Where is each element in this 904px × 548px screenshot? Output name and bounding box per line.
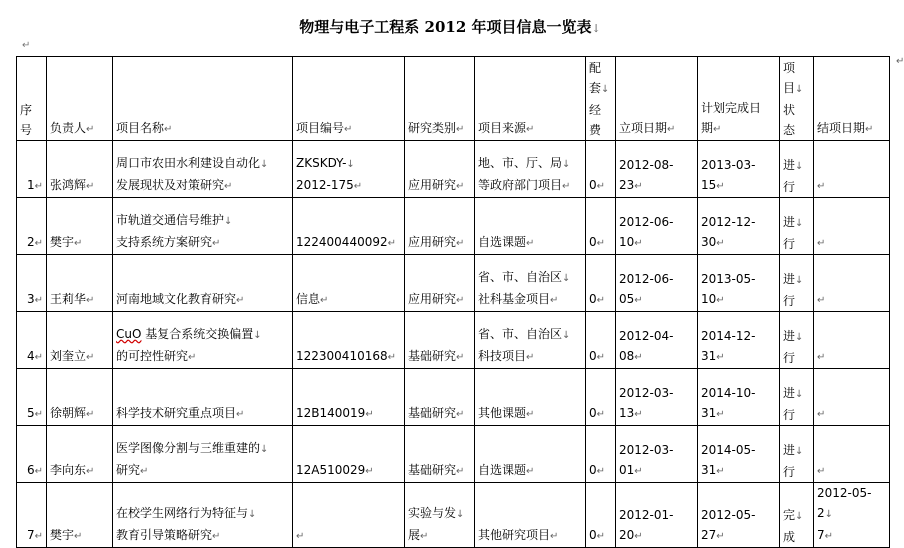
cell-name [113,312,293,369]
end-line: 2012-05-2 [817,486,872,520]
source-line: 社科基金项目 [478,292,551,306]
cell-start [616,369,698,426]
leader-value: 樊宇 [50,235,75,249]
category-line: 展 [408,528,421,542]
paragraph-mark-icon: ↵ [596,409,606,420]
paragraph-mark-icon: ↵ [74,531,83,542]
plan-value: 2014-10-31 [701,386,756,420]
status-line: 进 [783,443,796,457]
paragraph-mark-icon: ↵ [456,466,465,477]
leader-value: 刘奎立 [50,349,87,363]
source-line: 等政府部门项目 [478,178,563,192]
cell-code [293,255,405,312]
paragraph-mark-icon: ↵ [817,409,826,420]
paragraph-mark-icon: ↵ [34,181,43,192]
table-row [17,255,890,312]
seq-value: 4 [26,349,35,363]
source-line: 省、市、自治区 [478,270,563,284]
paragraph-mark-icon: ↵ [86,409,95,420]
paragraph-mark-icon: ↵ [456,238,465,249]
cell-seq [17,198,47,255]
header-start: 立项日期↵ [616,57,698,141]
status-line: 进 [783,158,796,172]
cell-end [814,198,890,255]
code-line: ZKSKDY- [296,156,347,170]
paragraph-mark-icon: ↵ [634,531,643,542]
table-header-row [17,57,890,141]
cell-plan [698,426,780,483]
paragraph-mark-icon: ↵ [716,181,725,192]
cell-category [405,198,475,255]
paragraph-mark-icon: ↵ [716,295,725,306]
status-line: 成 [783,530,796,544]
code-line: 12B140019 [296,406,366,420]
name-line: 河南地域文化教育研究 [116,292,237,306]
paragraph-mark-icon: ↵ [596,295,606,306]
paragraph-mark-icon: ↓ [562,330,571,341]
source-line: 其他研究项目 [478,528,551,542]
paragraph-mark-icon: ↓ [562,159,571,170]
cell-category [405,312,475,369]
paragraph-mark-icon: ↵ [526,409,535,420]
header-source: 项目来源↵ [475,57,586,141]
cell-source [475,426,586,483]
header-category: 研究类别↵ [405,57,475,141]
paragraph-mark-icon: ↵ [22,40,31,51]
cell-end [814,141,890,198]
leader-value: 徐朝辉 [50,406,87,420]
cell-end [814,369,890,426]
category-line: 基础研究 [408,406,457,420]
paragraph-mark-icon: ↓ [562,273,571,284]
seq-value: 2 [26,235,35,249]
cell-plan [698,198,780,255]
paragraph-mark-icon: ↵ [34,238,43,249]
cell-leader [47,141,113,198]
funding-value: 0 [589,292,597,306]
plan-value: 2014-12-31 [701,329,756,363]
cell-seq [17,312,47,369]
paragraph-mark-icon: ↓ [795,161,804,172]
cell-source [475,483,586,548]
cell-source [475,369,586,426]
start-value: 2012-01-20 [619,508,674,542]
paragraph-mark-icon: ↵ [34,409,43,420]
cell-funding [586,141,616,198]
paragraph-mark-icon: ↵ [526,352,535,363]
paragraph-mark-icon: ↵ [817,466,826,477]
source-line: 地、市、厅、局 [478,156,563,170]
paragraph-mark-icon: ↵ [562,181,571,192]
paragraph-mark-icon: ↵ [716,352,725,363]
cell-leader [47,198,113,255]
paragraph-mark-icon: ↵ [716,531,725,542]
leader-value: 樊宇 [50,528,75,542]
paragraph-mark-icon: ↓ [795,332,804,343]
cell-code [293,369,405,426]
start-value: 2012-06-05 [619,272,674,306]
code-line: 122400440092 [296,235,388,249]
cell-seq [17,255,47,312]
page-title [0,16,900,37]
paragraph-mark-icon: ↵ [817,238,826,249]
header-status: 项 目↓ 状 态 [780,57,814,141]
paragraph-mark-icon: ↵ [817,352,826,363]
cell-name [113,369,293,426]
name-line: 医学图像分割与三维重建的 [116,441,261,455]
cell-code [293,198,405,255]
title-text: 物理与电子工程系 2012 年项目信息一览表 [299,18,592,36]
code-line: 2012-175 [296,178,354,192]
header-plan: 计划完成日 期↵ [698,57,780,141]
name-line: 在校学生网络行为特征与 [116,506,249,520]
cell-end [814,426,890,483]
status-line: 行 [783,180,796,194]
paragraph-mark-icon: ↵ [236,295,245,306]
source-line: 自选课题 [478,463,527,477]
cell-end [814,483,890,548]
cell-leader [47,312,113,369]
cell-code [293,426,405,483]
cell-name [113,198,293,255]
name-line: 研究 [116,463,141,477]
start-value: 2012-03-13 [619,386,674,420]
source-line: 省、市、自治区 [478,327,563,341]
plan-value: 2013-03-15 [701,158,756,192]
table-row [17,312,890,369]
cell-seq [17,369,47,426]
status-line: 行 [783,351,796,365]
code-line: 信息 [296,292,321,306]
paragraph-mark-icon: ↵ [86,466,95,477]
cell-status [780,483,814,548]
name-line: CuO 基复合系统交换偏置 [116,327,254,341]
paragraph-mark-icon: ↵ [596,238,606,249]
cell-name [113,141,293,198]
paragraph-mark-icon: ↵ [550,295,559,306]
paragraph-mark-icon: ↓ [224,216,233,227]
paragraph-mark-icon: ↵ [188,352,197,363]
name-line: 市轨道交通信号维护 [116,213,225,227]
paragraph-mark-icon: ↵ [212,531,221,542]
cell-seq [17,141,47,198]
paragraph-mark-icon: ↵ [596,352,606,363]
paragraph-mark-icon: ↓ [795,275,804,286]
source-line: 自选课题 [478,235,527,249]
cell-code [293,141,405,198]
paragraph-mark-icon: ↵ [456,352,465,363]
paragraph-mark-icon: ↵ [236,409,245,420]
paragraph-mark-icon: ↵ [817,181,826,192]
funding-value: 0 [589,406,597,420]
name-line: 教育引导策略研究 [116,528,213,542]
cell-category [405,369,475,426]
paragraph-mark-icon: ↵ [634,181,643,192]
paragraph-mark-icon: ↵ [716,409,725,420]
paragraph-mark-icon: ↵ [824,531,834,542]
paragraph-mark-icon: ↵ [634,238,643,249]
paragraph-mark-icon: ↓ [795,389,804,400]
leader-value: 张鸿辉 [50,178,87,192]
cell-start [616,255,698,312]
status-line: 进 [783,329,796,343]
header-leader: 负责人↵ [47,57,113,141]
start-value: 2012-06-10 [619,215,674,249]
source-line: 科技项目 [478,349,527,363]
cell-status [780,369,814,426]
paragraph-mark-icon: ↓ [260,159,269,170]
plan-value: 2013-05-10 [701,272,756,306]
cell-funding [586,312,616,369]
category-line: 基础研究 [408,463,457,477]
paragraph-mark-icon: ↵ [365,409,374,420]
cell-status [780,426,814,483]
category-line: 应用研究 [408,235,457,249]
paragraph-mark-icon: ↵ [86,352,95,363]
funding-value: 0 [589,463,597,477]
paragraph-mark-icon: ↵ [387,238,397,249]
paragraph-mark-icon: ↵ [86,295,95,306]
header-name: 项目名称↵ [113,57,293,141]
project-table [16,56,890,548]
table-row [17,369,890,426]
category-line: 应用研究 [408,178,457,192]
status-line: 进 [783,272,796,286]
paragraph-mark-icon: ↓ [346,159,355,170]
paragraph-mark-icon: ↓ [824,509,834,520]
paragraph-mark-icon: ↵ [596,466,606,477]
cell-end [814,255,890,312]
status-line: 行 [783,294,796,308]
paragraph-mark-icon: ↵ [456,409,465,420]
paragraph-mark-icon: ↵ [456,295,465,306]
paragraph-mark-icon: ↵ [716,466,725,477]
cell-funding [586,483,616,548]
paragraph-mark-icon: ↵ [596,181,606,192]
category-line: 基础研究 [408,349,457,363]
name-line: 支持系统方案研究 [116,235,213,249]
seq-value: 1 [26,178,35,192]
name-line: 科学技术研究重点项目 [116,406,237,420]
cell-category [405,255,475,312]
cell-seq [17,426,47,483]
cell-source [475,198,586,255]
status-line: 行 [783,408,796,422]
status-line: 行 [783,237,796,251]
start-value: 2012-04-08 [619,329,674,363]
status-line: 进 [783,215,796,229]
paragraph-mark-icon: ↵ [550,531,559,542]
cell-plan [698,483,780,548]
source-line: 其他课题 [478,406,527,420]
end-line: 7 [817,528,825,542]
paragraph-mark-icon: ↓ [795,446,804,457]
cell-name [113,255,293,312]
leader-value: 李向东 [50,463,87,477]
cell-status [780,255,814,312]
cell-source [475,255,586,312]
plan-value: 2012-12-30 [701,215,756,249]
cell-funding [586,426,616,483]
paragraph-mark-icon: ↵ [634,295,643,306]
plan-value: 2012-05-27 [701,508,756,542]
leader-value: 王莉华 [50,292,87,306]
cell-leader [47,483,113,548]
name-line: 的可控性研究 [116,349,189,363]
header-code: 项目编号↵ [293,57,405,141]
cell-name [113,426,293,483]
cell-seq [17,483,47,548]
funding-value: 0 [589,349,597,363]
paragraph-mark-icon: ↵ [596,531,606,542]
paragraph-mark-icon: ↵ [212,238,221,249]
cell-funding [586,255,616,312]
code-line: 122300410168 [296,349,388,363]
paragraph-mark-icon: ↵ [387,352,397,363]
paragraph-mark-icon: ↵ [86,181,95,192]
plan-value: 2014-05-31 [701,443,756,477]
paragraph-mark-icon: ↵ [716,238,725,249]
paragraph-mark-icon: ↓ [248,509,257,520]
cell-start [616,312,698,369]
paragraph-mark-icon: ↓ [253,330,262,341]
status-line: 完 [783,508,796,522]
cell-leader [47,426,113,483]
end-of-row-mark-icon: ↵ [896,56,904,67]
cell-code [293,312,405,369]
seq-value: 7 [26,528,35,542]
status-line: 行 [783,465,796,479]
cell-funding [586,198,616,255]
paragraph-mark-icon: ↵ [526,466,535,477]
cell-code [293,483,405,548]
paragraph-mark-icon: ↵ [353,181,363,192]
table-row [17,483,890,548]
cell-plan [698,141,780,198]
paragraph-mark-icon: ↵ [224,181,233,192]
cell-start [616,198,698,255]
seq-value: 6 [26,463,35,477]
cell-name [113,483,293,548]
paragraph-mark-icon: ↵ [456,181,465,192]
code-line: 12A510029 [296,463,366,477]
name-line: 发展现状及对策研究 [116,178,225,192]
seq-value: 3 [26,292,35,306]
paragraph-mark-icon: ↵ [140,466,149,477]
paragraph-mark-icon: ↓ [591,22,601,35]
table-row [17,141,890,198]
cell-source [475,141,586,198]
category-line: 应用研究 [408,292,457,306]
paragraph-mark-icon: ↵ [34,352,43,363]
table-row [17,198,890,255]
cell-plan [698,255,780,312]
start-value: 2012-03-01 [619,443,674,477]
paragraph-mark-icon: ↵ [365,466,374,477]
paragraph-mark-icon: ↵ [634,409,643,420]
category-line: 实验与发 [408,506,457,520]
paragraph-mark-icon: ↵ [296,531,305,542]
paragraph-mark-icon: ↓ [795,511,804,522]
funding-value: 0 [589,235,597,249]
paragraph-mark-icon: ↵ [526,238,535,249]
paragraph-mark-icon: ↵ [34,295,43,306]
paragraph-mark-icon: ↵ [420,531,429,542]
cell-leader [47,255,113,312]
start-value: 2012-08-23 [619,158,674,192]
cell-funding [586,369,616,426]
funding-value: 0 [589,528,597,542]
cell-category [405,141,475,198]
header-seq: 序 号 [17,57,47,141]
header-funding: 配 套↓ 经 费 [586,57,616,141]
table-row [17,426,890,483]
cell-start [616,483,698,548]
paragraph-mark-icon: ↵ [817,295,826,306]
paragraph-mark-icon: ↓ [795,218,804,229]
paragraph-mark-icon: ↓ [456,509,465,520]
cell-plan [698,312,780,369]
paragraph-mark-icon: ↓ [260,444,269,455]
paragraph-mark-icon: ↵ [34,466,43,477]
cell-category [405,426,475,483]
cell-status [780,312,814,369]
cell-source [475,312,586,369]
cell-status [780,198,814,255]
status-line: 进 [783,386,796,400]
paragraph-mark-icon: ↵ [74,238,83,249]
cell-start [616,141,698,198]
cell-status [780,141,814,198]
paragraph-mark-icon: ↵ [320,295,329,306]
header-end: 结项日期↵ [814,57,890,141]
paragraph-mark-icon: ↵ [634,352,643,363]
name-line: 周口市农田水利建设自动化 [116,156,261,170]
paragraph-mark-icon: ↵ [34,531,43,542]
cell-start [616,426,698,483]
cell-category [405,483,475,548]
funding-value: 0 [589,178,597,192]
cell-leader [47,369,113,426]
cell-plan [698,369,780,426]
paragraph-mark-icon: ↵ [634,466,643,477]
seq-value: 5 [26,406,35,420]
cell-end [814,312,890,369]
